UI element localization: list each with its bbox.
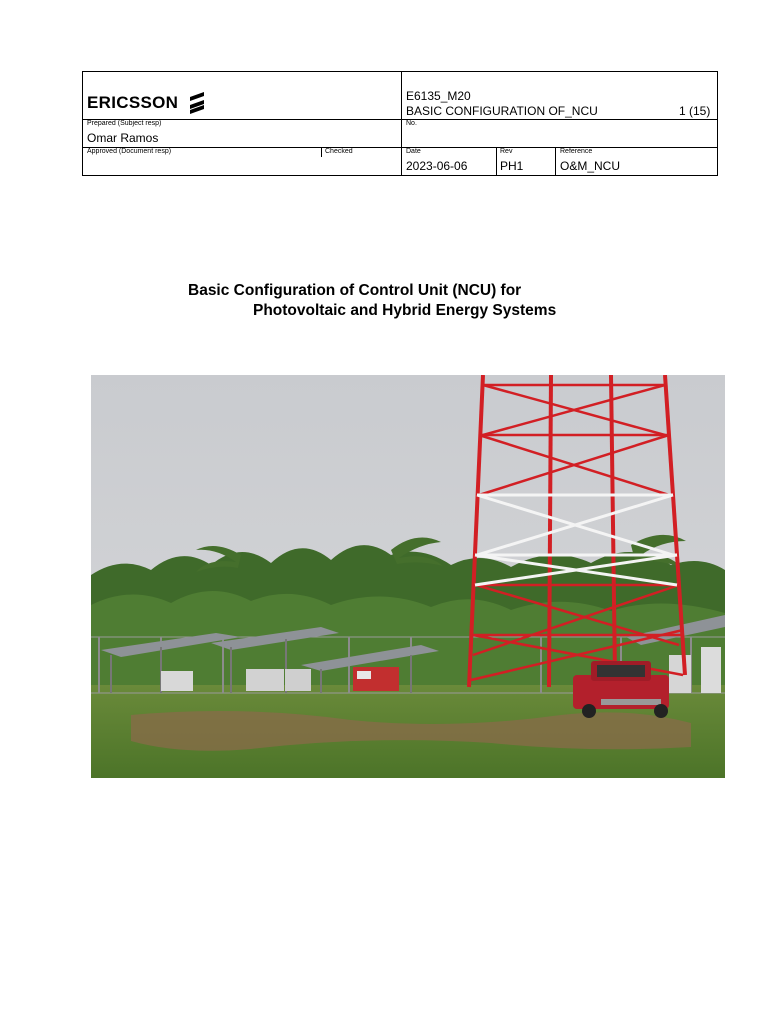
document-id: E6135_M20 <box>406 89 471 103</box>
ericsson-logo <box>87 92 206 114</box>
main-title-line-2: Photovoltaic and Hybrid Energy Systems <box>253 302 557 319</box>
header-divider <box>496 147 497 175</box>
main-title-line-1: Basic Configuration of Control Unit (NCU) for <box>188 282 522 299</box>
reference-value: O&M_NCU <box>560 159 621 173</box>
rev-label: Rev <box>500 148 513 155</box>
document-title: BASIC CONFIGURATION OF_NCU <box>406 104 598 118</box>
reference-label: Reference <box>560 148 593 155</box>
cover-photo <box>91 375 725 778</box>
header-divider <box>555 147 556 175</box>
prepared-value: Omar Ramos <box>87 131 159 145</box>
number-label: No. <box>406 120 417 127</box>
company-name: ERICSSON <box>87 93 179 112</box>
approved-label: Approved (Document resp) <box>87 148 172 155</box>
date-value: 2023-06-06 <box>406 159 468 173</box>
header-divider <box>83 119 717 120</box>
site-illustration <box>91 375 725 778</box>
ericsson-logo-icon <box>188 92 206 114</box>
document-header <box>82 71 718 176</box>
page-number: 1 (15) <box>679 104 711 118</box>
header-divider <box>401 72 402 175</box>
prepared-label: Prepared (Subject resp) <box>87 120 162 127</box>
date-label: Date <box>406 148 421 155</box>
rev-value: PH1 <box>500 159 524 173</box>
header-divider <box>83 147 717 148</box>
checked-label: Checked <box>325 148 353 155</box>
header-divider <box>321 147 322 157</box>
